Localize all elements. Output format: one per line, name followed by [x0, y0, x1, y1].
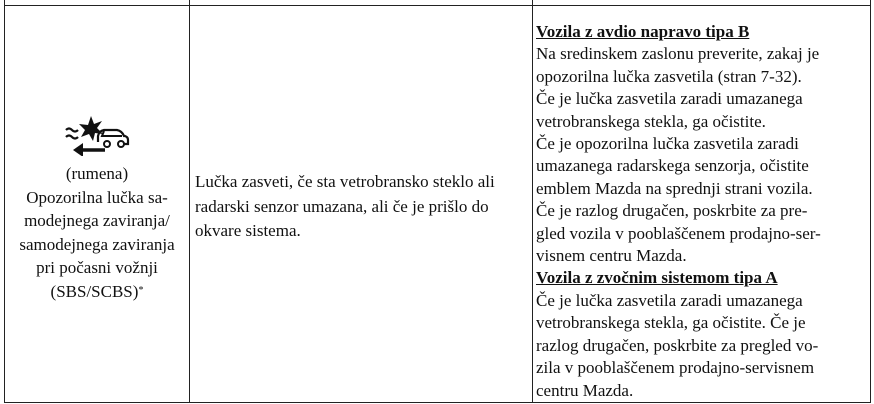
collision-warning-car-icon [61, 112, 133, 156]
section-b-line: Če je opozorilna lučka zasvetila zaradi [536, 134, 799, 154]
indicator-color-label: (rumena) [65, 164, 129, 183]
condition-line-2: radarski senzor umazana, ali če je prišlo do [195, 196, 489, 216]
footnote-mark: * [138, 284, 144, 296]
section-b-line: gled vozila v pooblaščenem prodajno-ser- [536, 223, 821, 243]
section-a-heading: Vozila z zvočnim sistemom tipa A [536, 268, 778, 288]
warning-light-table [4, 0, 871, 403]
indicator-abbreviation-text: (SBS/SCBS) [50, 281, 139, 301]
section-a-line: zila v pooblaščenem prodajno-servisnem [536, 358, 815, 378]
section-a-line: Če je lučka zasvetila zaradi umazanega [536, 290, 803, 310]
section-b-line: Na sredinskem zaslonu preverite, zakaj je [536, 44, 820, 64]
indicator-name-line-3: samodejnega zaviranja [19, 234, 175, 254]
section-b-line: vetrobranskega stekla, ga očistite. [536, 111, 766, 131]
indicator-name-line-2: modejnega zaviranja/ [24, 211, 170, 231]
section-b-line: Če je lučka zasvetila zaradi umazanega [536, 89, 803, 109]
action-cell [533, 6, 871, 403]
condition-line-3: okvare sistema. [195, 221, 301, 241]
indicator-name-line-1: Opozorilna lučka sa- [26, 187, 168, 207]
section-a-line: razlog drugačen, poskrbite za pregled vo- [536, 335, 819, 355]
indicator-abbreviation [9, 280, 185, 304]
section-b-line: Če je razlog drugačen, poskrbite za pre- [536, 201, 808, 221]
section-b-line: visnem centru Mazda. [536, 246, 687, 266]
section-a-line: centru Mazda. [536, 380, 634, 400]
section-b-line: umazanega radarskega senzorja, očistite [536, 156, 809, 176]
table-row-sbs-scbs [5, 6, 871, 403]
condition-line-1: Lučka zasveti, če sta vetrobransko steklo ali [195, 172, 495, 192]
indicator-name-line-4: pri počasni vožnji [36, 258, 158, 278]
indicator-cell [5, 6, 190, 403]
section-b-line: opozorilna lučka zasvetila (stran 7-32). [536, 66, 802, 86]
section-a-line: vetrobranskega stekla, ga očistite. Če je [536, 313, 806, 333]
section-b-line: emblem Mazda na sprednji strani vozila. [536, 178, 813, 198]
condition-cell [190, 6, 533, 403]
section-b-heading: Vozila z avdio napravo tipa B [536, 22, 750, 41]
